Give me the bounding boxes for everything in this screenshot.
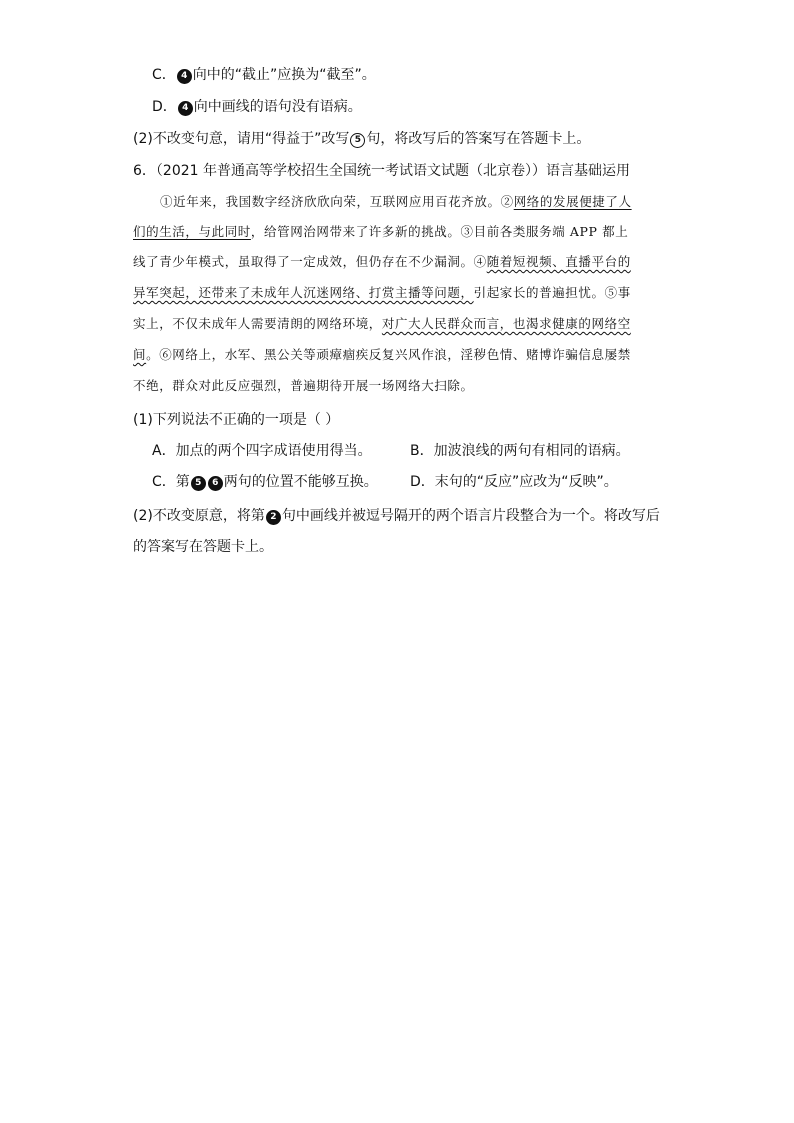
circled-number-4: 4: [177, 69, 192, 84]
underlined-phrase-2: 们的生活，与此同时: [133, 224, 251, 239]
passage-line-5: [133, 314, 631, 334]
part2-post: 句中画线并被逗号隔开的两个语言片段整合为一个。将改写后: [281, 508, 660, 524]
wavy-phrase-2: 异军突起，还带来了未成年人沉迷网络、打赏主播等问题，: [133, 285, 474, 300]
option-d-label: D．: [410, 474, 435, 490]
option-c-label: C．: [152, 474, 176, 490]
option-a-text: 加点的两个四字成语使用得当。: [175, 443, 372, 459]
part1-option-d: [410, 472, 618, 492]
wavy-phrase-4: 间: [133, 347, 147, 362]
option-b-label: B．: [410, 443, 434, 459]
passage-line-1-a: ①近年来，我国数字经济欣欣向荣，互联网应用百花齐放。②: [160, 194, 514, 209]
prev-option-c-label: C．: [152, 67, 176, 83]
prev-option-c: [152, 65, 376, 85]
prev-option-c-text: 向中的“截止”应换为“截至”。: [192, 67, 376, 83]
option-a-label: A．: [152, 443, 176, 459]
circled-number-5: 5: [350, 133, 365, 148]
part1-option-b: [410, 441, 630, 461]
prev-part2: [133, 129, 590, 149]
circled-number-4: 4: [178, 101, 193, 116]
underlined-phrase-1: 网络的发展便捷了人: [513, 194, 632, 209]
prev-part2-post: 句，将改写后的答案写在答题卡上。: [366, 131, 591, 147]
part2-pre: (2)不改变原意，将第: [133, 508, 265, 524]
prev-option-d-label: D．: [152, 99, 177, 115]
passage-line-7: [133, 376, 474, 396]
prev-option-d-text: 向中画线的语句没有语病。: [193, 99, 362, 115]
passage-line-7-a: 不绝，群众对此反应强烈，普遍期待开展一场网络大扫除。: [133, 378, 474, 393]
circled-number-2: 2: [266, 510, 281, 525]
passage-line-5-a: 实上，不仅未成年人需要清朗的网络环境，: [133, 316, 382, 331]
part1-option-a: [152, 441, 372, 461]
passage-line-2: [133, 222, 628, 242]
option-c-pre: 第: [175, 474, 190, 490]
passage-line-1: [160, 192, 632, 212]
part1-stem: (1)下列说法不正确的一项是（ ）: [133, 412, 340, 428]
part2-line-1: [133, 506, 660, 526]
passage-line-4-b: 引起家长的普遍担忧。⑤事: [473, 285, 631, 300]
option-d-text: 末句的“反应”应改为“反映”。: [434, 474, 618, 490]
prev-option-d: [152, 97, 362, 117]
circled-number-5: 5: [191, 476, 206, 491]
prev-part2-pre: (2)不改变句意，请用“得益于”改写: [133, 131, 350, 147]
part1-option-c: [152, 472, 378, 492]
circled-number-6: 6: [208, 476, 223, 491]
question-6-header: 6．（2021 年普通高等学校招生全国统一考试语文试题（北京卷））语言基础运用: [133, 163, 630, 179]
passage-line-2-b: ，给管网治网带来了许多新的挑战。③目前各类服务端 APP 都上: [250, 224, 629, 239]
passage-line-3: [133, 252, 631, 272]
passage-line-6: [133, 345, 631, 365]
passage-line-3-a: 线了青少年模式，虽取得了一定成效，但仍存在不少漏洞。④: [133, 254, 487, 269]
passage-line-4: [133, 283, 631, 303]
option-c-post: 两句的位置不能够互换。: [223, 474, 378, 490]
wavy-phrase-3: 对广大人民群众而言，也渴求健康的网络空: [381, 316, 631, 331]
passage-line-6-b: 。⑥网络上，水军、黑公关等顽瘴痼疾反复兴风作浪，淫秽色情、赌博诈骗信息屡禁: [146, 347, 631, 362]
option-b-text: 加波浪线的两句有相同的语病。: [433, 443, 630, 459]
wavy-phrase-1: 随着短视频、直播平台的: [486, 254, 631, 269]
part2-line-2: 的答案写在答题卡上。: [133, 539, 273, 555]
